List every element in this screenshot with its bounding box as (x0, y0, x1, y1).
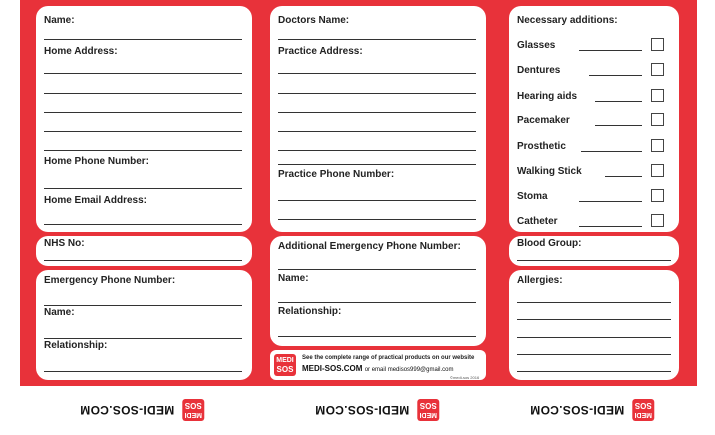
emergency-name-label: Name: (44, 307, 75, 318)
addition-checkbox[interactable] (651, 189, 664, 202)
promo-website[interactable]: MEDI-SOS.COM or email medisos999@gmail.com (302, 364, 454, 373)
practice-phone-line[interactable] (278, 200, 476, 201)
allergies-line[interactable] (517, 354, 671, 355)
name-line[interactable] (44, 39, 242, 40)
footer-brand-text: MEDI-SOS.COM (80, 403, 175, 417)
personal-details-card (36, 6, 252, 232)
blood-group-card (509, 236, 679, 266)
allergies-line[interactable] (517, 302, 671, 303)
footer-brand (530, 399, 654, 421)
allergies-card (509, 270, 679, 380)
addition-label: Pacemaker (517, 115, 570, 126)
practice-phone-line[interactable] (278, 219, 476, 220)
necessary-additions-title: Necessary additions: (517, 15, 618, 26)
name-label: Name: (44, 15, 75, 26)
medi-sos-logo: MEDI SOS (632, 399, 654, 421)
emergency-phone-label: Emergency Phone Number: (44, 275, 176, 286)
doctors-name-line[interactable] (278, 39, 476, 40)
practice-address-line[interactable] (278, 150, 476, 151)
medi-sos-logo: MEDI SOS (274, 354, 296, 376)
additional-emergency-card (270, 236, 486, 346)
additional-name-line[interactable] (278, 302, 476, 303)
emergency-relationship-label: Relationship: (44, 340, 108, 351)
home-address-line[interactable] (44, 150, 242, 151)
nhs-card (36, 236, 252, 266)
emergency-phone-line[interactable] (44, 305, 242, 306)
practice-address-line[interactable] (278, 73, 476, 74)
addition-line[interactable] (605, 176, 642, 177)
addition-line[interactable] (595, 101, 642, 102)
addition-label: Catheter (517, 216, 558, 227)
medi-sos-logo: MEDI SOS (417, 399, 439, 421)
practice-address-label: Practice Address: (278, 46, 363, 57)
addition-checkbox[interactable] (651, 63, 664, 76)
doctor-details-card (270, 6, 486, 232)
addition-line[interactable] (581, 151, 642, 152)
addition-checkbox[interactable] (651, 164, 664, 177)
blood-group-line[interactable] (517, 260, 671, 261)
addition-checkbox[interactable] (651, 214, 664, 227)
addition-label: Glasses (517, 40, 556, 51)
nhs-label: NHS No: (44, 238, 85, 249)
home-address-line[interactable] (44, 93, 242, 94)
promo-card (270, 350, 486, 380)
emergency-name-line[interactable] (44, 338, 242, 339)
promo-text: See the complete range of practical products on our website (302, 355, 475, 361)
doctors-name-label: Doctors Name: (278, 15, 350, 26)
home-phone-label: Home Phone Number: (44, 156, 150, 167)
addition-line[interactable] (579, 50, 642, 51)
addition-label: Prosthetic (517, 141, 566, 152)
blood-group-label: Blood Group: (517, 238, 582, 249)
addition-line[interactable] (589, 75, 642, 76)
allergies-line[interactable] (517, 319, 671, 320)
addition-label: Walking Stick (517, 166, 582, 177)
practice-address-line[interactable] (278, 93, 476, 94)
addition-line[interactable] (579, 201, 642, 202)
addition-checkbox[interactable] (651, 113, 664, 126)
additional-phone-line[interactable] (278, 269, 476, 270)
promo-copyright: ©medi-sos 2016 (450, 375, 480, 380)
addition-checkbox[interactable] (651, 139, 664, 152)
addition-checkbox[interactable] (651, 38, 664, 51)
practice-address-line[interactable] (278, 164, 476, 165)
home-address-line[interactable] (44, 131, 242, 132)
addition-label: Stoma (517, 191, 548, 202)
medi-sos-logo: MEDI SOS (182, 399, 204, 421)
nhs-line[interactable] (44, 260, 242, 261)
promo-email: or email medisos999@gmail.com (364, 367, 454, 373)
practice-address-line[interactable] (278, 131, 476, 132)
allergies-label: Allergies: (517, 275, 563, 286)
emergency-contact-card (36, 270, 252, 380)
necessary-additions-card (509, 6, 679, 232)
allergies-line[interactable] (517, 371, 671, 372)
footer-brand (315, 399, 439, 421)
home-email-label: Home Email Address: (44, 195, 147, 206)
practice-phone-label: Practice Phone Number: (278, 169, 395, 180)
practice-address-line[interactable] (278, 112, 476, 113)
emergency-relationship-line[interactable] (44, 371, 242, 372)
home-address-line[interactable] (44, 112, 242, 113)
footer-brand-text: MEDI-SOS.COM (315, 403, 410, 417)
additional-phone-label: Additional Emergency Phone Number: (278, 241, 461, 252)
additional-relationship-label: Relationship: (278, 306, 342, 317)
addition-label: Dentures (517, 65, 561, 76)
addition-checkbox[interactable] (651, 89, 664, 102)
addition-line[interactable] (595, 125, 642, 126)
footer-brand (80, 399, 204, 421)
home-address-label: Home Address: (44, 46, 118, 57)
allergies-line[interactable] (517, 337, 671, 338)
home-address-line[interactable] (44, 73, 242, 74)
addition-label: Hearing aids (517, 91, 578, 102)
additional-name-label: Name: (278, 273, 309, 284)
footer-brand-text: MEDI-SOS.COM (530, 403, 625, 417)
footer-strip (0, 386, 715, 435)
addition-line[interactable] (579, 226, 642, 227)
home-phone-line[interactable] (44, 188, 242, 189)
additional-relationship-line[interactable] (278, 336, 476, 337)
home-email-line[interactable] (44, 224, 242, 225)
